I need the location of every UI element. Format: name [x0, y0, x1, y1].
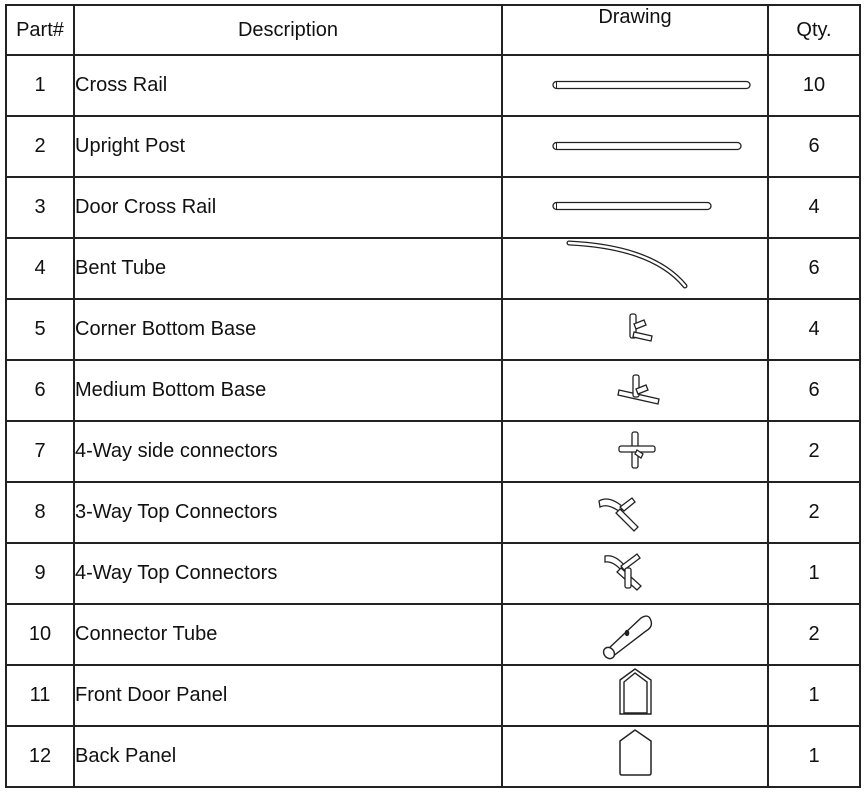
- part-description: Medium Bottom Base: [74, 360, 502, 421]
- header-description: Description: [74, 5, 502, 55]
- part-qty: 10: [768, 55, 860, 116]
- table-row: [6, 604, 860, 665]
- part-description: Cross Rail: [74, 55, 502, 116]
- part-description: 4-Way side connectors: [74, 421, 502, 482]
- part-description: Connector Tube: [74, 604, 502, 665]
- medium-base-icon: [503, 361, 767, 420]
- part-qty: 1: [768, 726, 860, 787]
- part-number: 5: [6, 299, 74, 360]
- part-description: Back Panel: [74, 726, 502, 787]
- header-drawing: Drawing: [502, 5, 768, 55]
- part-description: Upright Post: [74, 116, 502, 177]
- drawing-cell: [502, 604, 768, 665]
- part-number: 2: [6, 116, 74, 177]
- bent-tube-icon: [503, 239, 767, 298]
- table-row: [6, 116, 860, 177]
- part-number: 11: [6, 665, 74, 726]
- part-description: Door Cross Rail: [74, 177, 502, 238]
- part-qty: 2: [768, 604, 860, 665]
- part-qty: 1: [768, 665, 860, 726]
- part-qty: 2: [768, 421, 860, 482]
- part-qty: 4: [768, 299, 860, 360]
- part-number: 10: [6, 604, 74, 665]
- table-row: [6, 55, 860, 116]
- table-row: [6, 177, 860, 238]
- table-row: [6, 360, 860, 421]
- part-description: 3-Way Top Connectors: [74, 482, 502, 543]
- connector-tube-icon: [503, 605, 767, 664]
- part-description: Front Door Panel: [74, 665, 502, 726]
- header-part: Part#: [6, 5, 74, 55]
- part-qty: 2: [768, 482, 860, 543]
- part-number: 12: [6, 726, 74, 787]
- drawing-cell: [502, 482, 768, 543]
- drawing-cell: [502, 238, 768, 299]
- part-qty: 1: [768, 543, 860, 604]
- drawing-cell: [502, 665, 768, 726]
- part-number: 6: [6, 360, 74, 421]
- part-number: 7: [6, 421, 74, 482]
- table-row: [6, 299, 860, 360]
- short-tube-icon: [503, 178, 767, 237]
- drawing-cell: [502, 360, 768, 421]
- long-tube-icon: [503, 56, 767, 115]
- four-way-side-connector-icon: [503, 422, 767, 481]
- part-number: 1: [6, 55, 74, 116]
- medium-tube-icon: [503, 117, 767, 176]
- drawing-cell: [502, 116, 768, 177]
- corner-base-icon: [503, 300, 767, 359]
- table-row: [6, 238, 860, 299]
- part-description: Bent Tube: [74, 238, 502, 299]
- part-number: 3: [6, 177, 74, 238]
- part-number: 9: [6, 543, 74, 604]
- table-row: [6, 421, 860, 482]
- part-qty: 6: [768, 360, 860, 421]
- drawing-cell: [502, 55, 768, 116]
- drawing-cell: [502, 299, 768, 360]
- part-description: 4-Way Top Connectors: [74, 543, 502, 604]
- header-qty: Qty.: [768, 5, 860, 55]
- part-number: 8: [6, 482, 74, 543]
- drawing-cell: [502, 543, 768, 604]
- part-qty: 4: [768, 177, 860, 238]
- table-row: [6, 665, 860, 726]
- front-door-panel-icon: [503, 666, 767, 725]
- table-row: [6, 543, 860, 604]
- parts-list-table: [5, 4, 861, 788]
- drawing-cell: [502, 177, 768, 238]
- table-row: [6, 726, 860, 787]
- part-description: Corner Bottom Base: [74, 299, 502, 360]
- three-way-top-connector-icon: [503, 483, 767, 542]
- table-row: [6, 482, 860, 543]
- part-qty: 6: [768, 238, 860, 299]
- four-way-top-connector-icon: [503, 544, 767, 603]
- part-qty: 6: [768, 116, 860, 177]
- header-row: [6, 5, 860, 55]
- drawing-cell: [502, 421, 768, 482]
- back-panel-icon: [503, 727, 767, 786]
- part-number: 4: [6, 238, 74, 299]
- drawing-cell: [502, 726, 768, 787]
